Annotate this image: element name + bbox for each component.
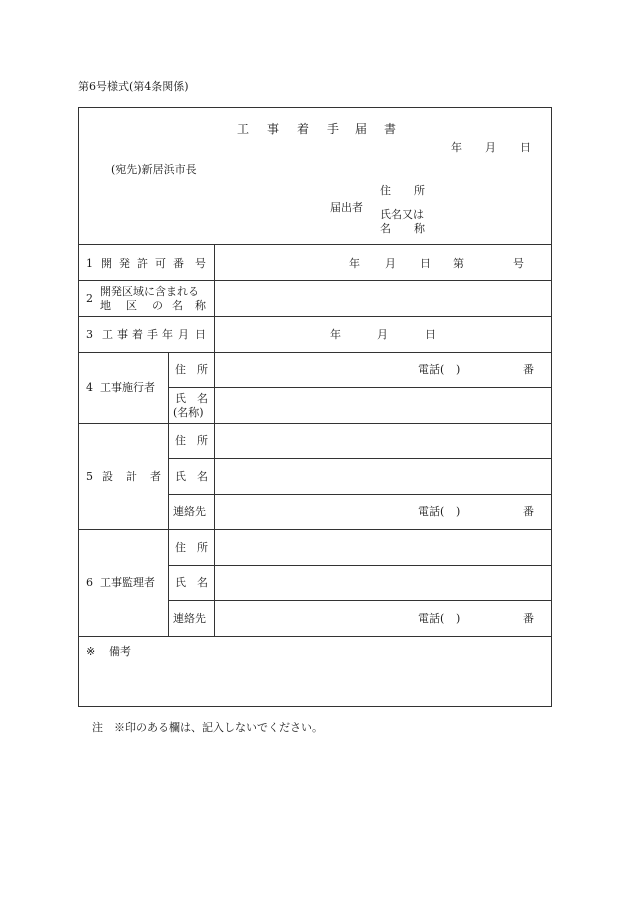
row-label-char: 着 (132, 328, 143, 341)
address-label-char: 住 (380, 184, 391, 197)
phone-label: 電話( (418, 363, 445, 376)
form-number: 第6号様式(第4条関係) (78, 80, 189, 93)
date-month-label: 月 (485, 141, 496, 154)
row-label-char: 可 (155, 257, 166, 270)
designer-label-char: 計 (126, 470, 137, 483)
date-day-label: 日 (520, 141, 531, 154)
sub-label-char: 名 (197, 470, 208, 483)
sub-label-char: 名 (197, 576, 208, 589)
divider (78, 529, 552, 530)
start-month-label: 月 (377, 328, 388, 341)
row-label-char: 開 (101, 257, 112, 270)
row-label-char: 年 (162, 328, 173, 341)
footnote: 注 ※印のある欄は、記入しないでください。 (92, 721, 323, 734)
row-label-char: 称 (195, 299, 206, 312)
phone-suffix: 番 (523, 612, 534, 625)
phone-suffix: 番 (523, 363, 534, 376)
sub-label-char: 氏 (175, 392, 186, 405)
phone-suffix: 番 (523, 505, 534, 518)
title-char: 着 (297, 122, 310, 136)
sub-label-char: 名 (197, 392, 208, 405)
title-char: 工 (237, 122, 250, 136)
sub-label-char: 所 (197, 363, 208, 376)
row-label-char: 手 (147, 328, 158, 341)
divider (78, 280, 552, 281)
phone-close: ) (456, 363, 461, 376)
divider (168, 600, 552, 601)
row-number: 5 (86, 470, 93, 483)
row-number: 2 (86, 292, 93, 305)
row-label-char: 番 (173, 257, 184, 270)
name-label-char: 称 (414, 222, 425, 235)
name-label-char: 名 (380, 222, 391, 235)
name-label: 氏名又は (380, 208, 424, 221)
remarks-mark: ※ (86, 645, 96, 658)
divider (78, 636, 552, 637)
designer-label-char: 設 (102, 470, 113, 483)
title-char: 届 (355, 122, 368, 136)
divider (168, 494, 552, 495)
row-label-char: 日 (195, 328, 206, 341)
phone-close: ) (456, 612, 461, 625)
title-char: 事 (267, 122, 280, 136)
permit-month-label: 月 (385, 257, 396, 270)
permit-no-suffix: 号 (513, 257, 524, 270)
row-label-char: 区 (126, 299, 137, 312)
permit-no-prefix: 第 (453, 257, 464, 270)
sub-label: (名称) (173, 406, 204, 419)
row-label-char: 地 (100, 299, 111, 312)
permit-year-label: 年 (349, 257, 360, 270)
supervisor-label: 工事監理者 (100, 576, 155, 589)
sub-label-char: 氏 (175, 470, 186, 483)
row-label-char: 事 (117, 328, 128, 341)
contractor-label: 工事施行者 (100, 381, 155, 394)
phone-label: 電話( (418, 505, 445, 518)
row-number: 3 (86, 328, 93, 341)
divider (78, 316, 552, 317)
divider (78, 244, 552, 245)
divider (168, 387, 552, 388)
divider (168, 352, 169, 636)
date-year-label: 年 (451, 141, 462, 154)
sub-label-char: 所 (197, 541, 208, 554)
row-label-char: 号 (195, 257, 206, 270)
divider (214, 244, 215, 636)
divider (78, 423, 552, 424)
sub-label-char: 住 (175, 541, 186, 554)
divider (168, 565, 552, 566)
sub-label: 連絡先 (173, 505, 206, 518)
divider (78, 352, 552, 353)
addressee: (宛先)新居浜市長 (111, 163, 197, 176)
divider (168, 458, 552, 459)
row-label-char: 工 (102, 328, 113, 341)
title-char: 書 (384, 122, 397, 136)
form-table (78, 107, 552, 707)
row-number: 4 (86, 381, 93, 394)
permit-day-label: 日 (420, 257, 431, 270)
row-number: 1 (86, 257, 93, 270)
remarks-label: 備考 (109, 645, 131, 658)
sub-label: 連絡先 (173, 612, 206, 625)
title-char: 手 (327, 122, 340, 136)
address-label-char: 所 (414, 184, 425, 197)
notifier-label: 届出者 (330, 201, 363, 214)
designer-label-char: 者 (150, 470, 161, 483)
row-label-char: の (152, 299, 163, 312)
row-label-char: 発 (119, 257, 130, 270)
sub-label-char: 住 (175, 363, 186, 376)
row-label-char: 月 (178, 328, 189, 341)
row-label-char: 名 (172, 299, 183, 312)
row-label-char: 許 (137, 257, 148, 270)
start-year-label: 年 (330, 328, 341, 341)
phone-close: ) (456, 505, 461, 518)
sub-label-char: 氏 (175, 576, 186, 589)
row-label: 開発区域に含まれる (100, 285, 199, 298)
start-day-label: 日 (425, 328, 436, 341)
sub-label-char: 住 (175, 434, 186, 447)
phone-label: 電話( (418, 612, 445, 625)
row-number: 6 (86, 576, 93, 589)
sub-label-char: 所 (197, 434, 208, 447)
